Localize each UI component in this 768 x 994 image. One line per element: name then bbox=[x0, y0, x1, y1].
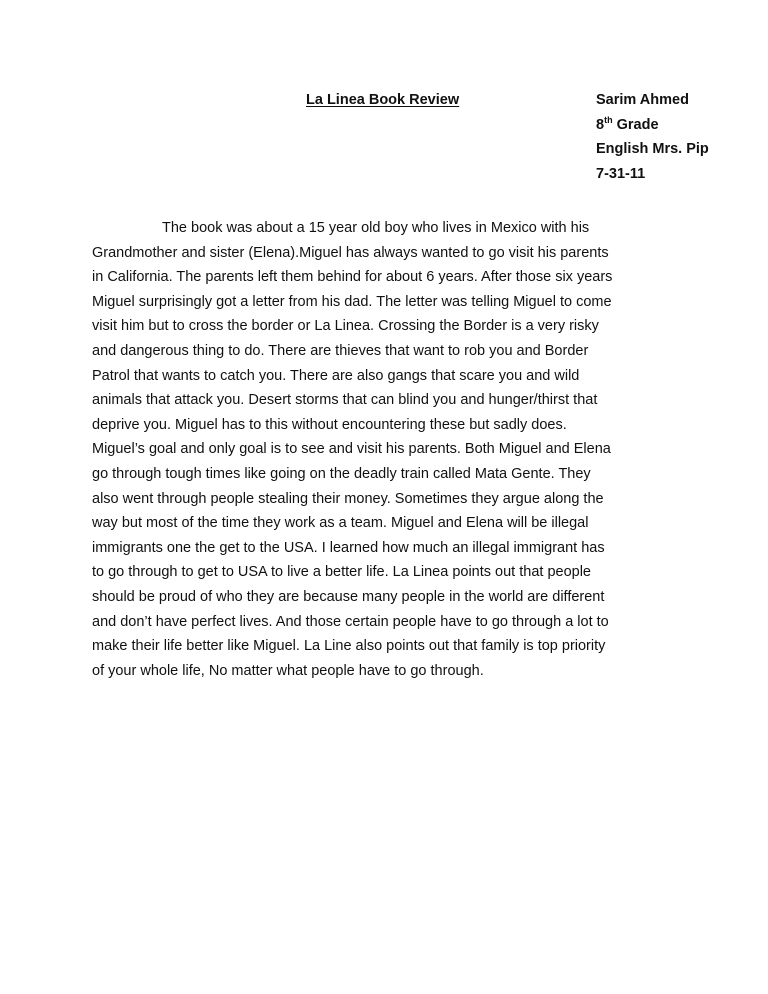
grade-suffix: th bbox=[604, 114, 613, 125]
paragraph-line: The book was about a 15 year old boy who lives in Mexico with his bbox=[162, 220, 590, 236]
paragraph-line: also went through people stealing their money. Sometimes they argue along the bbox=[92, 490, 604, 507]
class-name: English Mrs. Pip bbox=[596, 141, 709, 157]
paragraph-line: should be proud of who they are because many people in the world are different bbox=[92, 588, 605, 605]
paragraph-line: and dangerous thing to do. There are thieves that want to rob you and Border bbox=[92, 342, 589, 359]
paragraph-line: animals that attack you. Desert storms that can blind you and hunger/thirst that bbox=[92, 392, 598, 409]
date: 7-31-11 bbox=[596, 165, 646, 182]
paragraph-line: in California. The parents left them behind for about 6 years. After those six years bbox=[92, 269, 613, 286]
paragraph-line: Grandmother and sister (Elena).Miguel has always wanted to go visit his parents bbox=[92, 244, 609, 261]
paragraph-line: deprive you. Miguel has to this without encountering these but sadly does. bbox=[92, 416, 567, 433]
paragraph-line: Miguel surprisingly got a letter from his dad. The letter was telling Miguel to come bbox=[92, 293, 612, 310]
paragraph-line: way but most of the time they work as a team. Miguel and Elena will be illegal bbox=[92, 515, 589, 532]
grade-word: Grade bbox=[612, 116, 659, 133]
author-header bbox=[596, 88, 709, 186]
paragraph-line: to go through to get to USA to live a better life. La Linea points out that people bbox=[92, 564, 591, 581]
paragraph-line: of your whole life, No matter what people have to go through. bbox=[92, 662, 484, 679]
paragraph-line: make their life better like Miguel. La Line also points out that family is top priority bbox=[92, 638, 606, 655]
paragraph-line: go through tough times like going on the deadly train called Mata Gente. They bbox=[92, 465, 591, 482]
document-title: La Linea Book Review bbox=[306, 92, 460, 108]
paragraph-line: and don’t have perfect lives. And those certain people have to go through a lot to bbox=[92, 613, 609, 630]
paragraph-line: Miguel’s goal and only goal is to see and visit his parents. Both Miguel and Elena bbox=[92, 441, 611, 458]
paragraph-line: visit him but to cross the border or La Linea. Crossing the Border is a very risky bbox=[92, 318, 599, 335]
review-paragraph bbox=[92, 216, 692, 683]
grade-line bbox=[596, 113, 709, 138]
paragraph-line: immigrants one the get to the USA. I learned how much an illegal immigrant has bbox=[92, 539, 605, 556]
paragraph-line: Patrol that wants to catch you. There are also gangs that scare you and wild bbox=[92, 367, 580, 384]
grade-number: 8 bbox=[596, 116, 605, 133]
author-name: Sarim Ahmed bbox=[596, 92, 689, 108]
